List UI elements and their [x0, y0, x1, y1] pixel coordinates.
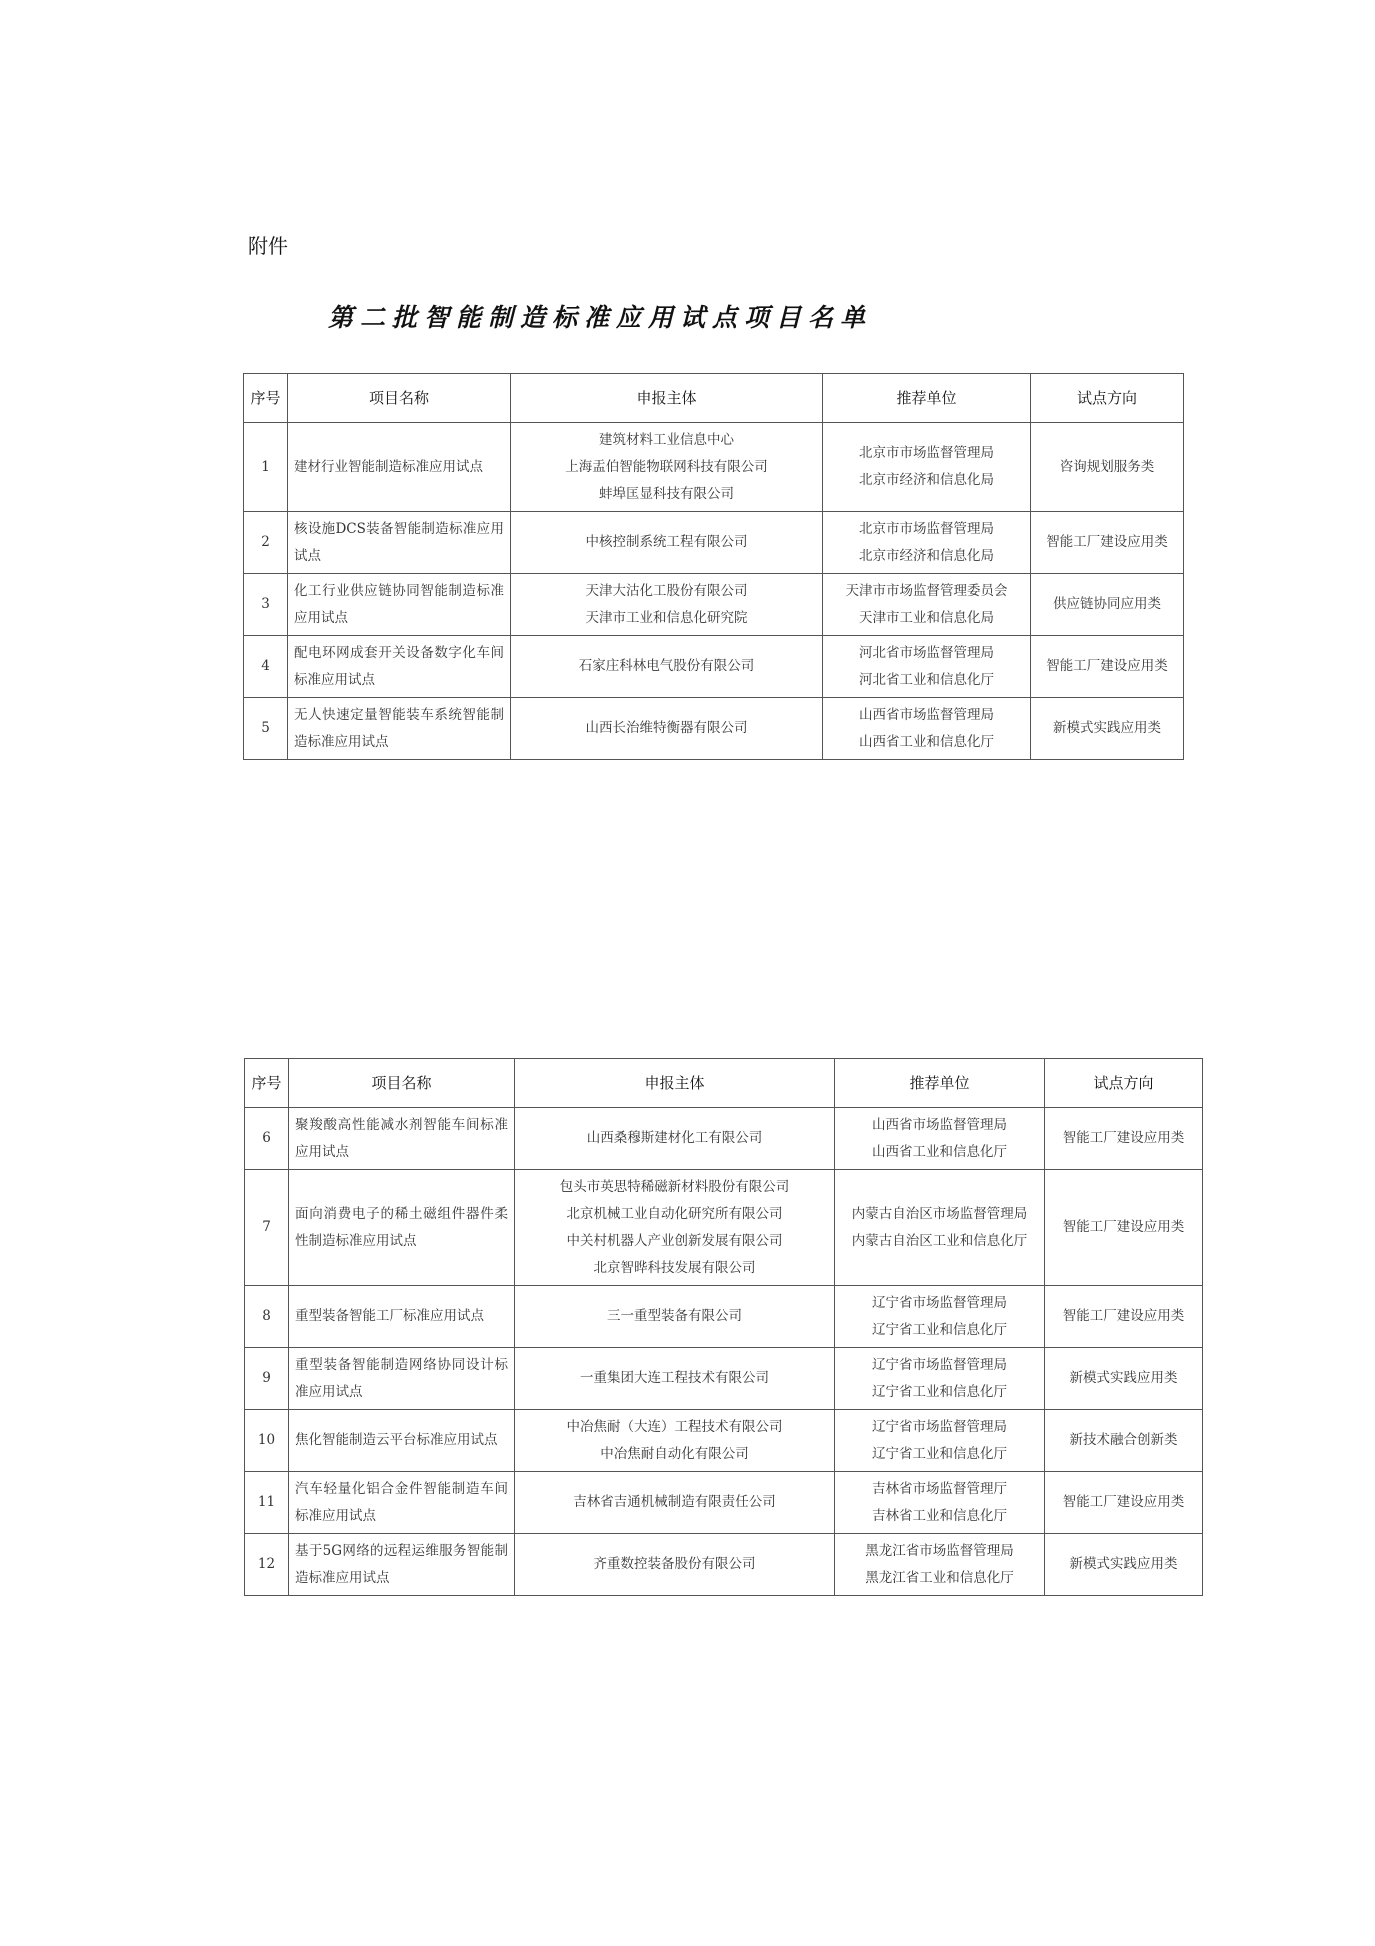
row-project-name: 聚羧酸高性能减水剂智能车间标准应用试点 — [289, 1108, 515, 1170]
recommender-name: 天津市工业和信息化局 — [859, 609, 994, 626]
row-direction: 新模式实践应用类 — [1045, 1348, 1203, 1410]
row-applicants — [511, 512, 823, 574]
header-direction: 试点方向 — [1045, 1059, 1203, 1108]
row-direction: 智能工厂建设应用类 — [1045, 1108, 1203, 1170]
recommender-name: 辽宁省工业和信息化厅 — [872, 1321, 1007, 1338]
row-applicants — [511, 698, 823, 760]
attachment-label: 附件 — [248, 234, 288, 258]
row-recommenders — [823, 698, 1031, 760]
recommender-name: 河北省工业和信息化厅 — [859, 671, 994, 688]
row-recommenders — [823, 512, 1031, 574]
row-recommenders — [835, 1534, 1045, 1596]
recommender-name: 黑龙江省市场监督管理局 — [865, 1542, 1014, 1559]
table-header — [245, 1059, 1203, 1108]
table-row — [245, 1348, 1203, 1410]
row-direction: 新模式实践应用类 — [1031, 698, 1184, 760]
row-index: 11 — [245, 1472, 289, 1534]
applicant-name: 一重集团大连工程技术有限公司 — [580, 1370, 769, 1386]
row-recommenders — [835, 1472, 1045, 1534]
applicant-name: 中冶焦耐自动化有限公司 — [600, 1445, 749, 1462]
row-recommenders — [835, 1410, 1045, 1472]
row-direction: 智能工厂建设应用类 — [1045, 1472, 1203, 1534]
row-applicants — [515, 1534, 835, 1596]
row-project-name: 重型装备智能制造网络协同设计标准应用试点 — [289, 1348, 515, 1410]
header-index: 序号 — [245, 1059, 289, 1108]
header-index: 序号 — [244, 374, 288, 423]
row-applicants — [515, 1410, 835, 1472]
row-index: 7 — [245, 1170, 289, 1286]
applicant-name: 北京机械工业自动化研究所有限公司 — [566, 1205, 783, 1222]
row-applicants — [515, 1348, 835, 1410]
table-row — [244, 423, 1184, 512]
row-applicants — [515, 1170, 835, 1286]
header-applicant: 申报主体 — [515, 1059, 835, 1108]
row-project-name: 基于5G网络的远程运维服务智能制造标准应用试点 — [289, 1534, 515, 1596]
row-applicants — [515, 1108, 835, 1170]
applicant-name: 三一重型装备有限公司 — [607, 1308, 742, 1324]
applicant-name: 北京智晔科技发展有限公司 — [593, 1259, 756, 1276]
table-row — [245, 1534, 1203, 1596]
header-project: 项目名称 — [289, 1059, 515, 1108]
applicant-name: 中关村机器人产业创新发展有限公司 — [566, 1232, 783, 1249]
document-title: 第二批智能制造标准应用试点项目名单 — [327, 303, 872, 332]
project-table-part-2 — [244, 1058, 1203, 1596]
row-applicants — [515, 1286, 835, 1348]
header-recommender: 推荐单位 — [823, 374, 1031, 423]
applicant-name: 山西长治维特衡器有限公司 — [585, 720, 748, 736]
row-project-name: 化工行业供应链协同智能制造标准应用试点 — [288, 574, 511, 636]
row-applicants — [511, 636, 823, 698]
recommender-name: 内蒙古自治区市场监督管理局 — [851, 1205, 1028, 1222]
row-index: 2 — [244, 512, 288, 574]
recommender-name: 天津市市场监督管理委员会 — [845, 582, 1008, 599]
row-recommenders — [835, 1286, 1045, 1348]
row-recommenders — [835, 1348, 1045, 1410]
recommender-name: 黑龙江省工业和信息化厅 — [865, 1569, 1014, 1586]
row-direction: 新技术融合创新类 — [1045, 1410, 1203, 1472]
recommender-name: 北京市市场监督管理局 — [859, 445, 994, 461]
row-direction: 智能工厂建设应用类 — [1045, 1286, 1203, 1348]
applicant-name: 齐重数控装备股份有限公司 — [593, 1556, 756, 1572]
recommender-name: 北京市市场监督管理局 — [859, 520, 994, 537]
applicant-name: 天津大沽化工股份有限公司 — [585, 582, 748, 599]
recommender-name: 北京市经济和信息化局 — [859, 547, 994, 564]
row-project-name: 建材行业智能制造标准应用试点 — [288, 423, 511, 512]
header-applicant: 申报主体 — [511, 374, 823, 423]
row-recommenders — [835, 1108, 1045, 1170]
table-row — [245, 1472, 1203, 1534]
row-recommenders — [823, 636, 1031, 698]
recommender-name: 北京市经济和信息化局 — [859, 472, 994, 488]
row-applicants — [511, 423, 823, 512]
row-project-name: 配电环网成套开关设备数字化车间标准应用试点 — [288, 636, 511, 698]
applicant-name: 包头市英思特稀磁新材料股份有限公司 — [559, 1178, 790, 1195]
table-row — [245, 1286, 1203, 1348]
table-row — [244, 512, 1184, 574]
row-index: 10 — [245, 1410, 289, 1472]
table-row — [245, 1410, 1203, 1472]
table-row — [245, 1108, 1203, 1170]
row-direction: 智能工厂建设应用类 — [1031, 512, 1184, 574]
row-project-name: 重型装备智能工厂标准应用试点 — [289, 1286, 515, 1348]
row-recommenders — [835, 1170, 1045, 1286]
row-direction: 供应链协同应用类 — [1031, 574, 1184, 636]
row-index: 12 — [245, 1534, 289, 1596]
recommender-name: 吉林省工业和信息化厅 — [872, 1507, 1007, 1524]
row-index: 1 — [244, 423, 288, 512]
row-project-name: 汽车轻量化铝合金件智能制造车间标准应用试点 — [289, 1472, 515, 1534]
row-index: 5 — [244, 698, 288, 760]
row-applicants — [511, 574, 823, 636]
table-header — [244, 374, 1184, 423]
row-index: 4 — [244, 636, 288, 698]
row-recommenders — [823, 423, 1031, 512]
header-project: 项目名称 — [288, 374, 511, 423]
row-project-name: 无人快速定量智能装车系统智能制造标准应用试点 — [288, 698, 511, 760]
table-row — [244, 574, 1184, 636]
row-project-name: 核设施DCS装备智能制造标准应用试点 — [288, 512, 511, 574]
recommender-name: 辽宁省市场监督管理局 — [872, 1294, 1007, 1311]
header-recommender: 推荐单位 — [835, 1059, 1045, 1108]
recommender-name: 山西省市场监督管理局 — [872, 1116, 1007, 1133]
recommender-name: 辽宁省市场监督管理局 — [872, 1356, 1007, 1373]
recommender-name: 山西省市场监督管理局 — [859, 706, 994, 723]
header-direction: 试点方向 — [1031, 374, 1184, 423]
applicant-name: 吉林省吉通机械制造有限责任公司 — [573, 1494, 776, 1510]
row-recommenders — [823, 574, 1031, 636]
applicant-name: 建筑材料工业信息中心 — [599, 431, 734, 448]
applicant-name: 山西桑穆斯建材化工有限公司 — [586, 1130, 763, 1146]
project-table-part-1 — [243, 373, 1184, 760]
recommender-name: 河北省市场监督管理局 — [859, 644, 994, 661]
applicant-name: 中冶焦耐（大连）工程技术有限公司 — [566, 1418, 783, 1435]
table-row — [244, 698, 1184, 760]
applicant-name: 蚌埠匡显科技有限公司 — [599, 485, 734, 502]
applicant-name: 中核控制系统工程有限公司 — [585, 534, 748, 550]
recommender-name: 辽宁省市场监督管理局 — [872, 1418, 1007, 1435]
applicant-name: 天津市工业和信息化研究院 — [585, 609, 748, 626]
applicant-name: 石家庄科林电气股份有限公司 — [578, 658, 755, 674]
recommender-name: 山西省工业和信息化厅 — [859, 733, 994, 750]
row-direction: 咨询规划服务类 — [1031, 423, 1184, 512]
row-index: 8 — [245, 1286, 289, 1348]
row-index: 9 — [245, 1348, 289, 1410]
row-index: 3 — [244, 574, 288, 636]
table-row — [244, 636, 1184, 698]
recommender-name: 辽宁省工业和信息化厅 — [872, 1445, 1007, 1462]
row-applicants — [515, 1472, 835, 1534]
row-project-name: 面向消费电子的稀土磁组件器件柔性制造标准应用试点 — [289, 1170, 515, 1286]
recommender-name: 内蒙古自治区工业和信息化厅 — [851, 1232, 1028, 1249]
recommender-name: 辽宁省工业和信息化厅 — [872, 1383, 1007, 1400]
row-direction: 智能工厂建设应用类 — [1045, 1170, 1203, 1286]
recommender-name: 吉林省市场监督管理厅 — [872, 1480, 1007, 1497]
row-index: 6 — [245, 1108, 289, 1170]
applicant-name: 上海盂伯智能物联网科技有限公司 — [565, 458, 768, 475]
table-row — [245, 1170, 1203, 1286]
recommender-name: 山西省工业和信息化厅 — [872, 1143, 1007, 1160]
row-direction: 智能工厂建设应用类 — [1031, 636, 1184, 698]
row-direction: 新模式实践应用类 — [1045, 1534, 1203, 1596]
row-project-name: 焦化智能制造云平台标准应用试点 — [289, 1410, 515, 1472]
